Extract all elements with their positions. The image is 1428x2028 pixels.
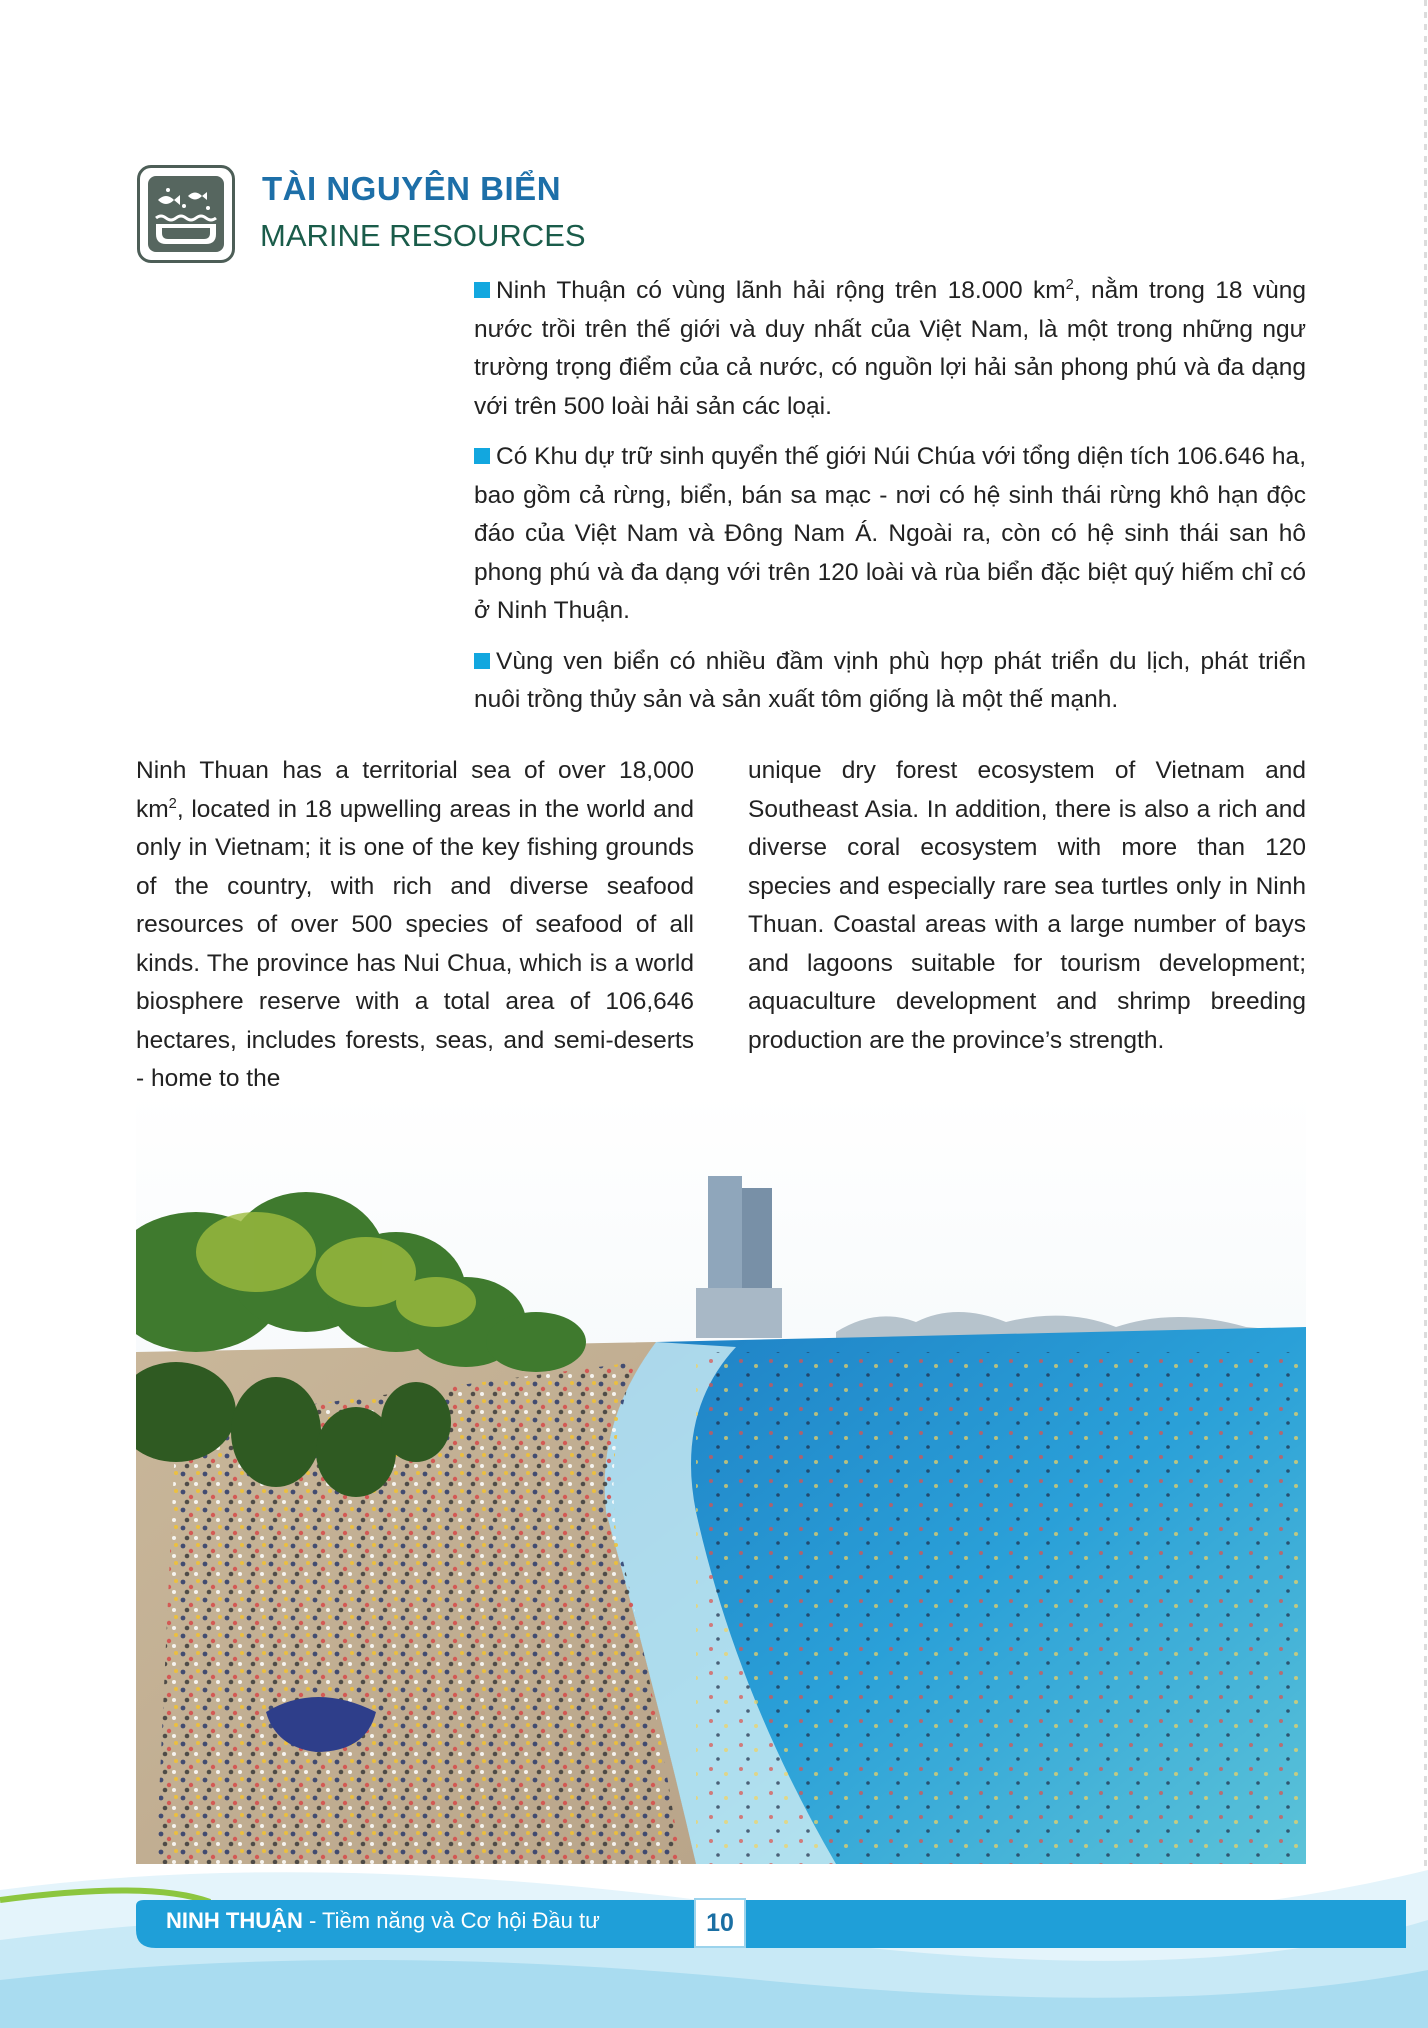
square-bullet-icon (474, 282, 490, 298)
vn-paragraph-1-text: Ninh Thuận có vùng lãnh hải rộng trên 18.000 km (496, 277, 1066, 304)
vn-paragraphs (474, 272, 1306, 732)
superscript: 2 (168, 795, 177, 812)
vn-paragraph-1-text-cont: , nằm trong 18 vùng nước trồi trên thế giới và duy nhất của Việt Nam, là một trong những ngư trường trọng điểm của cả nước, có nguồn lợi hải sản phong phú và đa dạng với trên 500 loài hải sản các loại. (474, 277, 1306, 420)
footer-subtitle: - Tiềm năng và Cơ hội Đầu tư (302, 1908, 600, 1933)
vn-paragraph-2 (474, 438, 1306, 631)
vn-paragraph-2-text: Có Khu dự trữ sinh quyển thế giới Núi Chúa với tổng diện tích 106.646 ha, bao gồm cả rừng, biển, bán sa mạc - nơi có hệ sinh thái rừng khô hạn độc đáo của Việt Nam và Đông Nam Á. Ngoài ra, còn có hệ sinh thái san hô phong phú và đa dạng với trên 120 loài và rùa biển đặc biệt quý hiếm chỉ có ở Ninh Thuận. (474, 443, 1306, 624)
en-left-text: Ninh Thuan has a territorial sea of over 18,000 km (136, 757, 694, 823)
square-bullet-icon (474, 448, 490, 464)
beach-photo (136, 1092, 1306, 1864)
en-column-left (136, 752, 694, 1099)
footer-province: NINH THUẬN (166, 1908, 303, 1933)
page-edge-marks (1424, 0, 1427, 1960)
en-column-right: unique dry forest ecosystem of Vietnam and Southeast Asia. In addition, there is also a rich and diverse coral ecosystem with more than 120 species and especially rare sea turtles only in Ninh Thuan. Coastal areas with a large number of bays and lagoons suitable for tourism development; aquaculture development and shrimp breeding production are the province’s strength. (748, 757, 1306, 1054)
section-title-vn: TÀI NGUYÊN BIỂN (262, 170, 562, 207)
marine-resources-icon (137, 165, 235, 263)
vn-paragraph-3 (474, 643, 1306, 720)
square-bullet-icon (474, 653, 490, 669)
vn-paragraph-1 (474, 272, 1306, 426)
section-title-en: MARINE RESOURCES (260, 218, 586, 253)
page-number: 10 (694, 1898, 746, 1948)
vn-paragraph-3-text: Vùng ven biển có nhiều đầm vịnh phù hợp phát triển du lịch, phát triển nuôi trồng thủy sản và sản xuất tôm giống là một thế mạnh. (474, 647, 1306, 713)
en-left-text-cont: , located in 18 upwelling areas in the world and only in Vietnam; it is one of the key fishing grounds of the country, with rich and diverse seafood resources of over 500 species of seafood of all kinds. The province has Nui Chua, which is a world biosphere reserve with a total area of 106,646 hectares, includes forests, seas, and semi-deserts - home to the (136, 795, 694, 1092)
superscript: 2 (1065, 276, 1074, 293)
footer-title (166, 1908, 600, 1934)
